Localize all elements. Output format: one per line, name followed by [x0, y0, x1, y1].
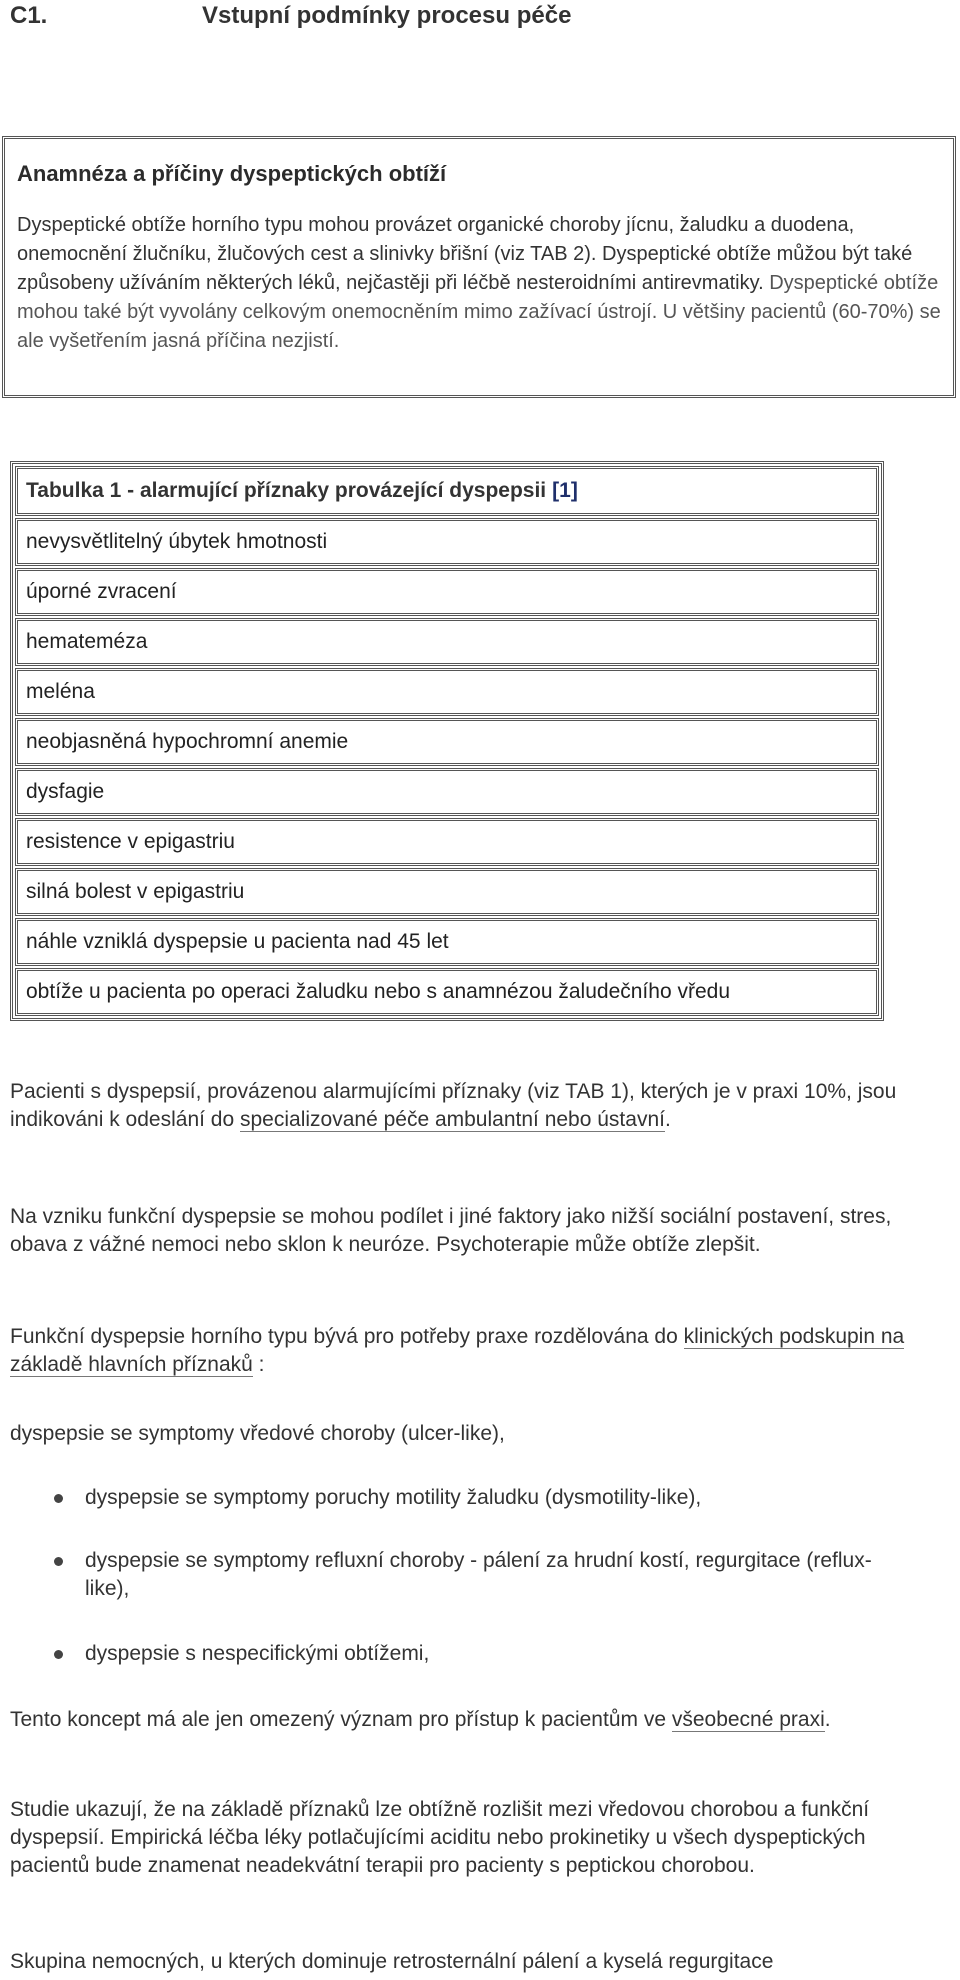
paragraph-referral — [10, 1078, 950, 1134]
list-item-text: dyspepsie se symptomy poruchy motility žaludku (dysmotility-like), — [85, 1486, 702, 1509]
bullet-icon — [54, 1557, 63, 1566]
clinical-subgroups-link[interactable]: klinických podskupin na základě hlavních příznaků — [10, 1325, 905, 1376]
table-row: resistence v epigastriu — [15, 818, 879, 866]
anamnesis-text-part-2: Dyspeptické obtíže mohou také být vyvolány celkovým onemocněním mimo zažívací ústrojí. U většiny pacientů (60-70%) se ale vyšetřením jasná příčina nezjistí. — [17, 272, 941, 352]
paragraph-text: Tento koncept má ale jen omezený význam pro přístup k pacientům ve — [10, 1708, 672, 1731]
alarm-symptoms-table — [10, 461, 884, 1021]
bullet-icon — [54, 1494, 63, 1503]
section-number: C1. — [10, 2, 48, 29]
section-title: Vstupní podmínky procesu péče — [202, 2, 572, 29]
paragraph-studies: Studie ukazují, že na základě příznaků lze obtížně rozlišit mezi vředovou chorobou a funkční dyspepsií. Empirická léčba léky potlačujícími aciditu nebo prokinetiky u všech dyspeptických pacientů bude znamenat neadekvátní terapii pro pacienty s peptickou chorobou. — [10, 1798, 870, 1877]
paragraph-ulcer-like: dyspepsie se symptomy vředové choroby (ulcer-like), — [10, 1422, 505, 1445]
list-item-text: dyspepsie s nespecifickými obtížemi, — [85, 1642, 430, 1665]
anamnesis-title: Anamnéza a příčiny dyspeptických obtíží — [17, 161, 447, 186]
paragraph-concept — [10, 1706, 950, 1734]
paragraph-tail: . — [664, 1108, 671, 1131]
paragraph-factors: Na vzniku funkční dyspepsie se mohou podílet i jiné faktory jako nižší sociální postavení, stres, obava z vážné nemoci nebo sklon k neuróze. Psychoterapie může obtíže zlepšit. — [10, 1205, 892, 1256]
anamnesis-text-part-1: Dyspeptické obtíže horního typu mohou provázet organické choroby jícnu, žaludku a duodena, onemocnění žlučníku, žlučových cest a slinivky břišní (viz TAB 2). Dyspeptické obtíže můžou být také způsobeny užíváním některých léků, nejčastěji při léčbě nesteroidními antirevmatiky. — [17, 214, 913, 294]
paragraph-tail: : — [252, 1353, 265, 1376]
table-row: meléna — [15, 668, 879, 716]
paragraph-group: Skupina nemocných, u kterých dominuje retrosternální pálení a kyselá regurgitace — [10, 1950, 774, 1973]
anamnesis-box — [2, 136, 956, 398]
general-practice-link[interactable]: všeobecné praxi — [671, 1708, 825, 1731]
table-row: silná bolest v epigastriu — [15, 868, 879, 916]
table-row: nevysvětlitelný úbytek hmotnosti — [15, 518, 879, 566]
table-row: úporné zvracení — [15, 568, 879, 616]
bullet-icon — [54, 1650, 63, 1659]
table-row: náhle vzniklá dyspepsie u pacienta nad 45 let — [15, 918, 879, 966]
table-row: hemateméza — [15, 618, 879, 666]
list-item-text: dyspepsie se symptomy refluxní choroby - pálení za hrudní kostí, regurgitace (reflux-like), — [85, 1549, 872, 1600]
paragraph-tail: . — [824, 1708, 831, 1731]
paragraph-text: Pacienti s dyspepsií, provázenou alarmujícími příznaky (viz TAB 1), kterých je v praxi 10%, jsou indikováni k odeslání do — [10, 1080, 897, 1131]
table-header — [15, 466, 879, 516]
table-row: obtíže u pacienta po operaci žaludku nebo s anamnézou žaludečního vředu — [15, 968, 879, 1016]
table-reference-link[interactable]: [1] — [552, 479, 578, 502]
paragraph-subgroups — [10, 1323, 950, 1379]
table-row: neobjasněná hypochromní anemie — [15, 718, 879, 766]
table-row: dysfagie — [15, 768, 879, 816]
paragraph-text: Funkční dyspepsie horního typu bývá pro potřeby praxe rozdělována do — [10, 1325, 684, 1348]
section-heading — [10, 2, 571, 30]
specialized-care-link[interactable]: specializované péče ambulantní nebo ústavní — [240, 1108, 665, 1131]
table-title: Tabulka 1 - alarmující příznaky provázející dyspepsii — [26, 479, 547, 502]
anamnesis-text — [17, 211, 941, 356]
